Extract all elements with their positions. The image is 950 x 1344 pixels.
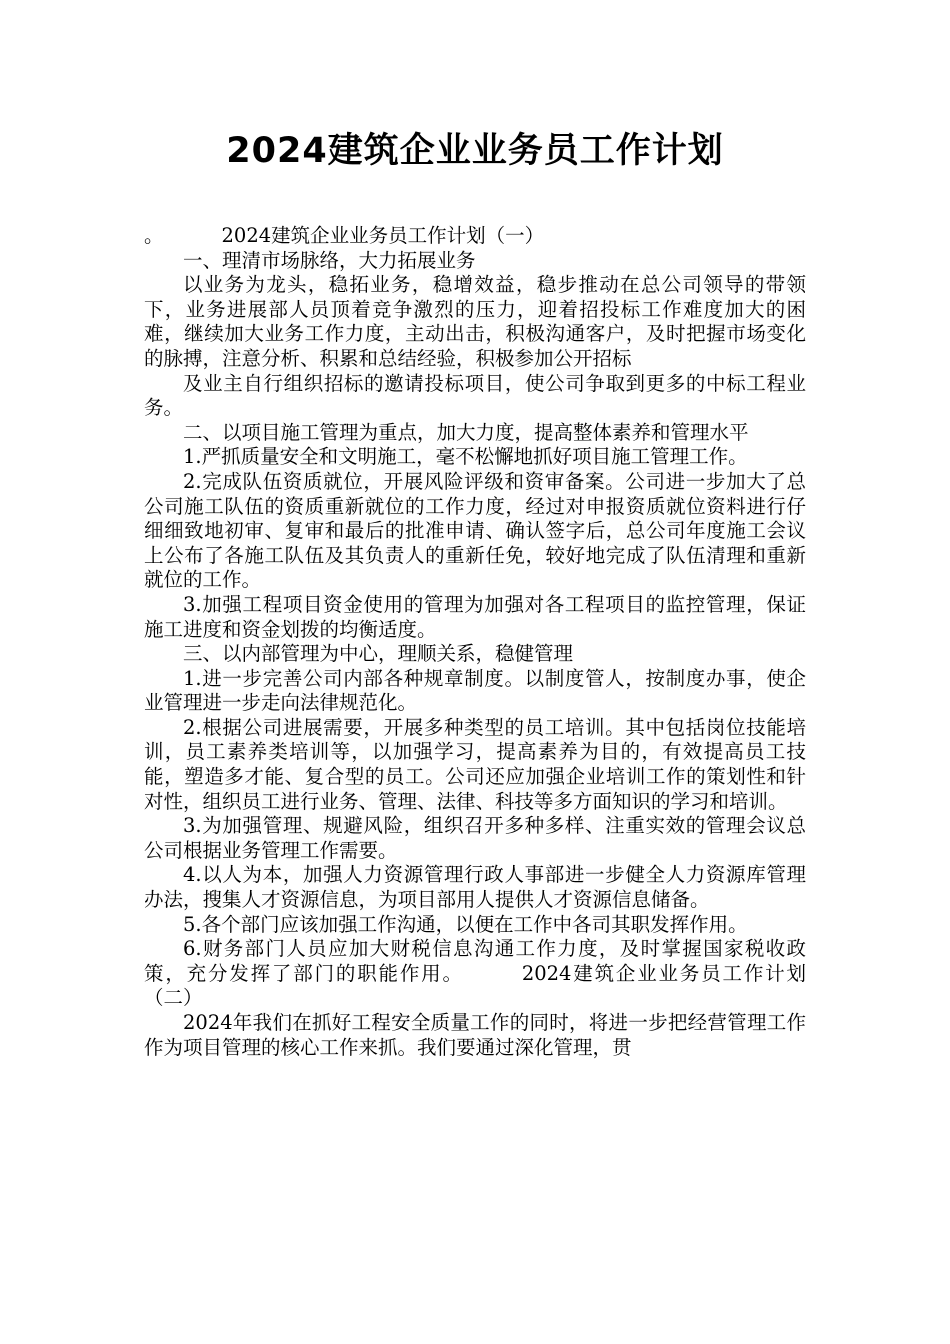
list-item: 1.严抓质量安全和文明施工，毫不松懈地抓好项目施工管理工作。: [183, 445, 748, 469]
heading-section-2: 二、以项目施工管理为重点，加大力度，提高整体素养和管理水平: [183, 420, 749, 444]
paragraph: 及业主自行组织招标的邀请投标项目，使公司争取到更多的中标工程业务。: [144, 371, 806, 420]
list-item-with-heading: [144, 937, 806, 1011]
document-title: 2024建筑企业业务员工作计划: [226, 131, 724, 171]
section-heading-plan-2: 2024建筑企业业务员工作计划（二）: [144, 961, 806, 1010]
list-item: 2.完成队伍资质就位，开展风险评级和资审备案。公司进一步加大了总公司施工队伍的资质重新就位的工作力度，经过对申报资质就位资料进行仔细细致地初审、复审和最后的批准申请、确认签字后，总公司年度施工会议上公布了各施工队伍及其负责人的重新任免，较好地完成了队伍清理和重新就位的工作。: [144, 469, 806, 592]
list-item: 1.进一步完善公司内部各种规章制度。以制度管人，按制度办事，使企业管理进一步走向法律规范化。: [144, 666, 806, 715]
paragraph: 2024年我们在抓好工程安全质量工作的同时，将进一步把经营管理工作作为项目管理的核心工作来抓。我们要通过深化管理，贯: [144, 1011, 806, 1059]
list-item-text: 6.财务部门人员应加大财税信息沟通工作力度，及时掌握国家税收政策，充分发挥了部门的职能作用。: [144, 937, 806, 985]
paragraph-intro: [144, 224, 806, 249]
list-item: 4.以人为本，加强人力资源管理行政人事部进一步健全人力资源库管理办法，搜集人才资源信息，为项目部用人提供人才资源信息储备。: [144, 863, 806, 912]
heading-section-1: 一、理清市场脉络，大力拓展业务: [183, 248, 476, 272]
list-item: 5.各个部门应该加强工作沟通，以便在工作中各司其职发挥作用。: [183, 912, 748, 936]
heading-section-3: 三、以内部管理为中心，理顺关系，稳健管理: [183, 642, 574, 666]
document-body: [144, 224, 806, 1060]
leading-mark: 。: [144, 224, 164, 247]
list-item: 3.加强工程项目资金使用的管理为加强对各工程项目的监控管理，保证施工进度和资金划拨的均衡适度。: [144, 592, 806, 641]
list-item: 3.为加强管理、规避风险，组织召开多种多样、注重实效的管理会议总公司根据业务管理工作需要。: [144, 814, 806, 862]
list-item: 2.根据公司进展需要，开展多种类型的员工培训。其中包括岗位技能培训，员工素养类培训等，以加强学习，提高素养为目的，有效提高员工技能，塑造多才能、复合型的员工。公司还应加强企业培训工作的策划性和针对性，组织员工进行业务、管理、法律、科技等多方面知识的学习和培训。: [144, 715, 806, 813]
section-heading-plan-1: 2024建筑企业业务员工作计划（一）: [221, 224, 545, 247]
paragraph: 以业务为龙头，稳拓业务，稳增效益，稳步推动在总公司领导的带领下，业务进展部人员顶着竞争激烈的压力，迎着招投标工作难度加大的困难，继续加大业务工作力度，主动出击，积极沟通客户，及时把握市场变化的脉搏，注意分析、积累和总结经验，积极参加公开招标: [144, 273, 806, 370]
